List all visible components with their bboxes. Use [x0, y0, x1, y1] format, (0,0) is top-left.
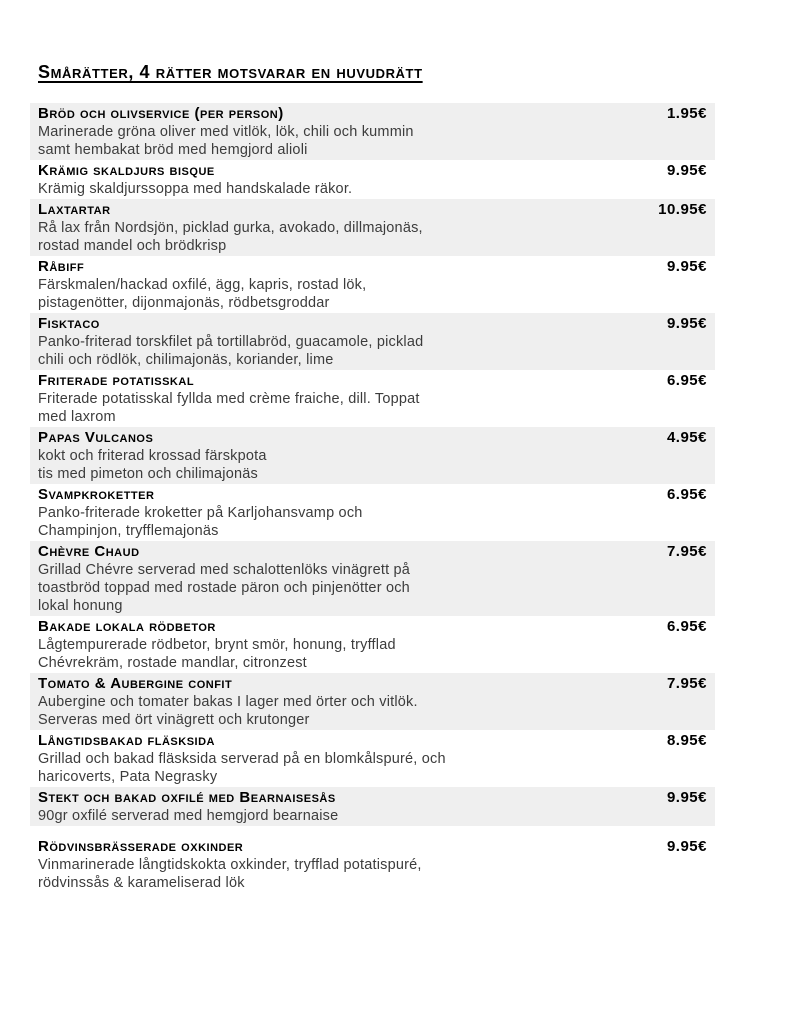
item-description	[38, 390, 707, 426]
item-description	[38, 333, 707, 369]
menu-item	[30, 787, 715, 826]
item-price: 9.95€	[666, 162, 707, 179]
item-price: 4.95€	[666, 429, 707, 446]
menu-item	[30, 160, 715, 199]
item-description-line: toastbröd toppad med rostade päron och pinjenötter och	[38, 580, 410, 596]
item-description-line: Krämig skaldjurssoppa med handskalade räkor.	[38, 181, 353, 197]
item-description	[38, 276, 707, 312]
item-name: Krämig skaldjurs bisque	[38, 162, 215, 179]
item-price: 1.95€	[666, 105, 707, 122]
item-name: Råbiff	[38, 258, 85, 275]
item-description-line: Aubergine och tomater bakas I lager med örter och vitlök.	[38, 694, 418, 710]
menu-item	[30, 484, 715, 541]
menu-item-header	[38, 371, 707, 390]
item-price: 7.95€	[666, 675, 707, 692]
item-price: 9.95€	[666, 315, 707, 332]
menu-item-header	[38, 788, 707, 807]
item-description-line: 90gr oxfilé serverad med hemgjord bearnaise	[38, 808, 339, 824]
item-name: Chèvre Chaud	[38, 543, 140, 560]
item-description	[38, 693, 707, 729]
item-name: Bröd och olivservice (per person)	[38, 105, 284, 122]
item-name: Stekt och bakad oxfilé med Bearnaisesås	[38, 789, 336, 806]
menu-item	[30, 103, 715, 160]
menu-item-header	[38, 200, 707, 219]
menu-item-header	[38, 731, 707, 750]
menu-item-header	[38, 257, 707, 276]
item-description	[38, 219, 707, 255]
item-description-line: Serveras med ört vinägrett och krutonger	[38, 712, 310, 728]
menu-item	[30, 256, 715, 313]
item-description-line: pistagenötter, dijonmajonäs, rödbetsgroddar	[38, 295, 330, 311]
menu-item	[30, 730, 715, 787]
menu-item-header	[38, 837, 707, 856]
item-description-line: chili och rödlök, chilimajonäs, koriander, lime	[38, 352, 334, 368]
item-price: 10.95€	[658, 201, 707, 218]
item-description	[38, 504, 707, 540]
item-description	[38, 856, 707, 892]
item-price: 9.95€	[666, 838, 707, 855]
menu-item-header	[38, 104, 707, 123]
item-description	[38, 636, 707, 672]
item-description-line: Grillad Chévre serverad med schalottenlöks vinägrett på	[38, 562, 411, 578]
menu-item	[30, 673, 715, 730]
item-description-line: Rå lax från Nordsjön, picklad gurka, avokado, dillmajonäs,	[38, 220, 423, 236]
menu-item-header	[38, 674, 707, 693]
item-description-line: Chévrekräm, rostade mandlar, citronzest	[38, 655, 307, 671]
menu-item	[30, 616, 715, 673]
item-description	[38, 180, 707, 198]
menu-item	[30, 313, 715, 370]
menu-list	[30, 103, 715, 893]
item-description	[38, 123, 707, 159]
item-price: 9.95€	[666, 258, 707, 275]
item-price: 6.95€	[666, 618, 707, 635]
item-description-line: Färskmalen/hackad oxfilé, ägg, kapris, rostad lök,	[38, 277, 367, 293]
item-description-line: kokt och friterad krossad färskpota	[38, 448, 267, 464]
item-description-line: Grillad och bakad fläsksida serverad på en blomkålspuré, och	[38, 751, 446, 767]
menu-item	[30, 836, 715, 893]
item-price: 9.95€	[666, 789, 707, 806]
item-description-line: Marinerade gröna oliver med vitlök, lök, chili och kummin	[38, 124, 414, 140]
menu-item	[30, 427, 715, 484]
menu-item-header	[38, 485, 707, 504]
item-price: 6.95€	[666, 372, 707, 389]
item-description-line: Lågtempurerade rödbetor, brynt smör, honung, tryfflad	[38, 637, 396, 653]
item-description-line: Vinmarinerade långtidskokta oxkinder, tryfflad potatispuré,	[38, 857, 422, 873]
item-description	[38, 447, 707, 483]
item-name: Svampkroketter	[38, 486, 155, 503]
item-name: Tomato & Aubergine confit	[38, 675, 233, 692]
menu-item-header	[38, 161, 707, 180]
item-description-line: tis med pimeton och chilimajonäs	[38, 466, 258, 482]
item-name: Friterade potatisskal	[38, 372, 195, 389]
menu-item	[30, 541, 715, 616]
menu-item	[30, 370, 715, 427]
item-description-line: haricoverts, Pata Negrasky	[38, 769, 218, 785]
item-description	[38, 807, 707, 825]
item-description-line: Panko-friterad torskfilet på tortillabröd, guacamole, picklad	[38, 334, 424, 350]
page-title: Smårätter, 4 rätter motsvarar en huvudrätt	[38, 62, 423, 82]
item-price: 7.95€	[666, 543, 707, 560]
item-description-line: Panko-friterade kroketter på Karljohansvamp och	[38, 505, 363, 521]
item-name: Laxtartar	[38, 201, 111, 218]
item-name: Långtidsbakad fläsksida	[38, 732, 215, 749]
item-description-line: med laxrom	[38, 409, 116, 425]
item-price: 8.95€	[666, 732, 707, 749]
item-description	[38, 750, 707, 786]
menu-item-header	[38, 617, 707, 636]
menu-item-header	[38, 542, 707, 561]
item-description-line: Champinjon, tryfflemajonäs	[38, 523, 219, 539]
item-name: Rödvinsbrässerade oxkinder	[38, 838, 244, 855]
item-description-line: lokal honung	[38, 598, 123, 614]
item-description-line: samt hembakat bröd med hemgjord alioli	[38, 142, 308, 158]
menu-item-header	[38, 428, 707, 447]
item-description-line: rostad mandel och brödkrisp	[38, 238, 227, 254]
item-name: Papas Vulcanos	[38, 429, 154, 446]
item-description	[38, 561, 707, 615]
item-price: 6.95€	[666, 486, 707, 503]
item-description-line: Friterade potatisskal fyllda med crème fraiche, dill. Toppat	[38, 391, 420, 407]
menu-item	[30, 199, 715, 256]
item-name: Bakade lokala rödbetor	[38, 618, 216, 635]
item-name: Fisktaco	[38, 315, 100, 332]
menu-item-header	[38, 314, 707, 333]
item-description-line: rödvinssås & karameliserad lök	[38, 875, 245, 891]
